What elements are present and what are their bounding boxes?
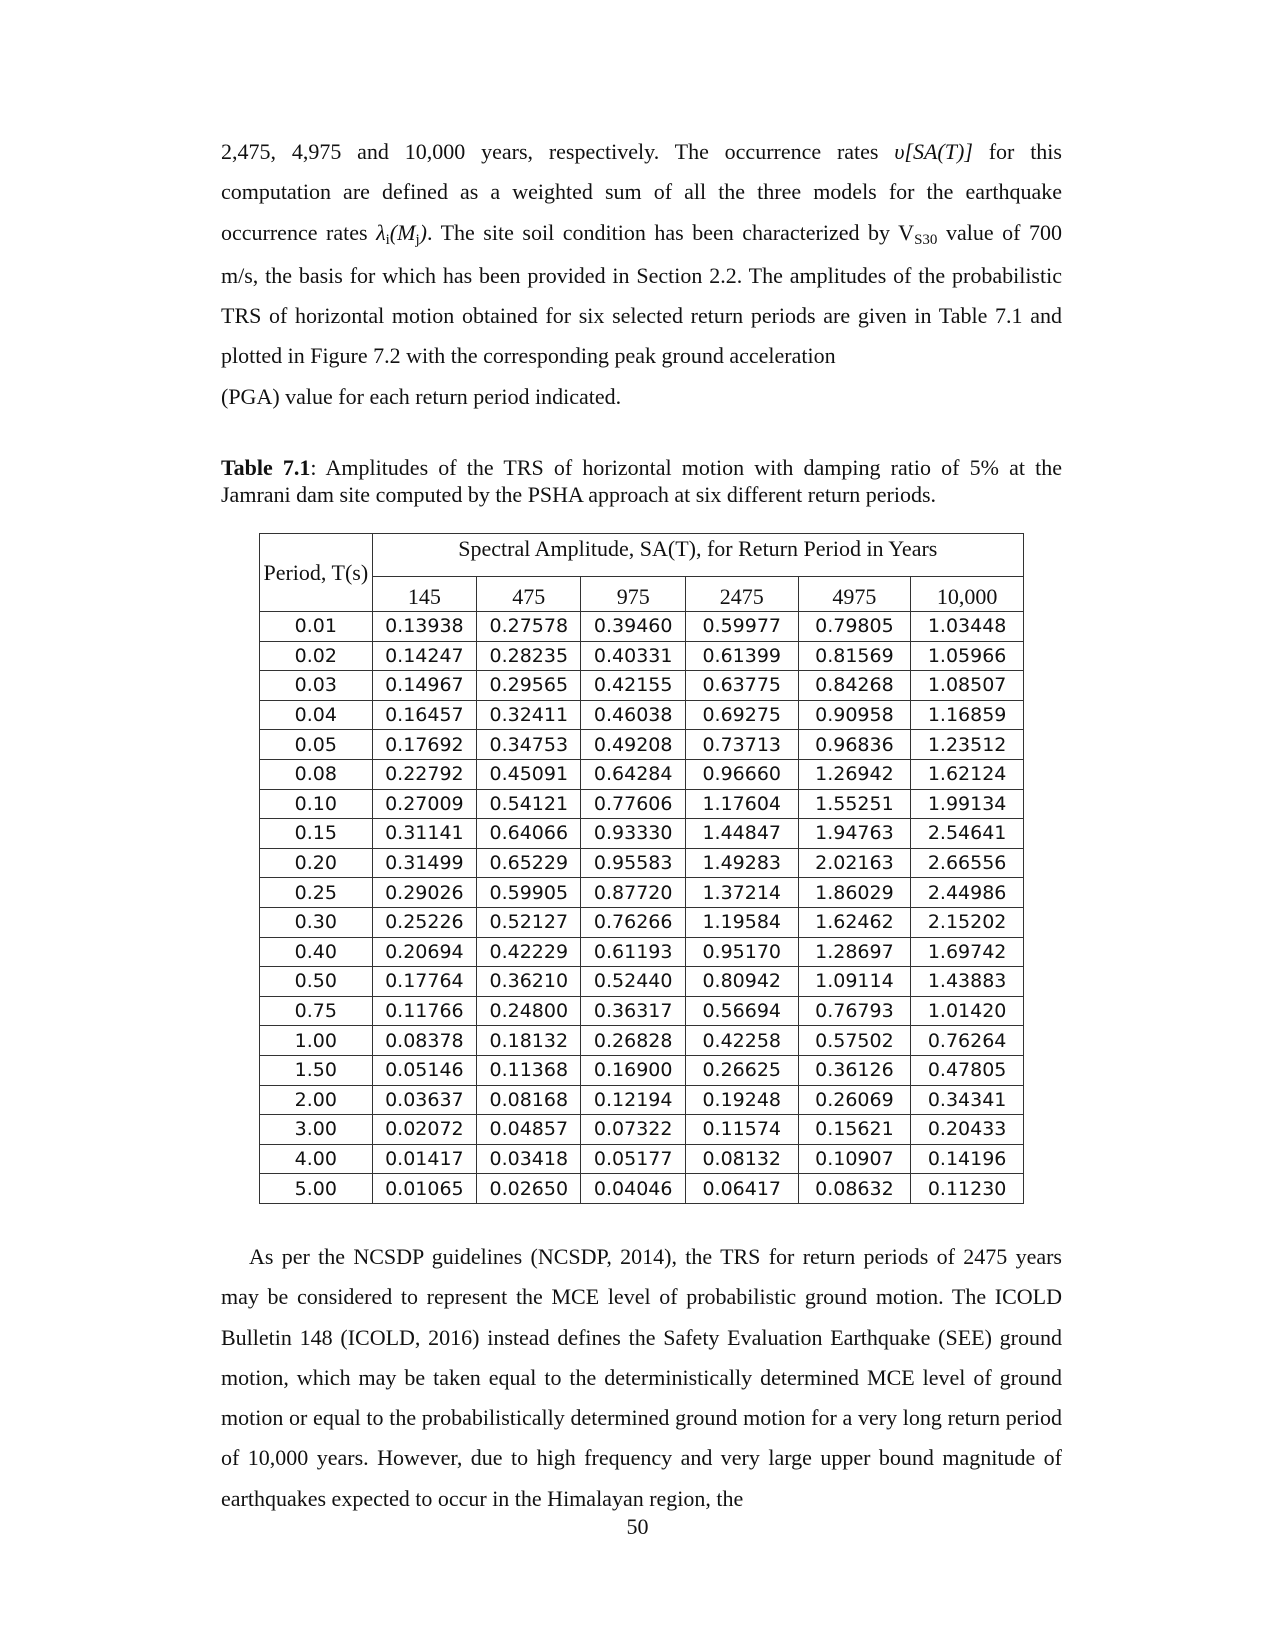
period-cell: 0.10 — [260, 789, 373, 819]
amplitude-cell: 1.94763 — [798, 819, 911, 849]
amplitude-cell: 0.19248 — [685, 1085, 798, 1115]
amplitude-cell: 0.03418 — [477, 1144, 581, 1174]
table-row — [260, 789, 1024, 819]
period-cell: 0.02 — [260, 641, 373, 671]
return-period-row — [260, 577, 1024, 612]
amplitude-cell: 0.76793 — [798, 996, 911, 1026]
amplitude-cell: 0.84268 — [798, 671, 911, 701]
amplitude-cell: 0.17764 — [372, 967, 476, 997]
amplitude-cell: 2.15202 — [911, 907, 1024, 937]
amplitude-cell: 0.36317 — [581, 996, 685, 1026]
amplitude-cell: 0.69275 — [685, 700, 798, 730]
amplitude-cell: 1.19584 — [685, 907, 798, 937]
amplitude-cell: 0.04857 — [477, 1115, 581, 1145]
period-header: Period, T(s) — [260, 534, 373, 612]
table-row — [260, 1085, 1024, 1115]
amplitude-cell: 1.55251 — [798, 789, 911, 819]
amplitude-cell: 0.18132 — [477, 1026, 581, 1056]
amplitude-cell: 1.99134 — [911, 789, 1024, 819]
amplitude-cell: 0.24800 — [477, 996, 581, 1026]
amplitude-cell: 0.13938 — [372, 612, 476, 642]
amplitude-cell: 0.11766 — [372, 996, 476, 1026]
table-row — [260, 996, 1024, 1026]
table-row — [260, 937, 1024, 967]
period-cell: 5.00 — [260, 1174, 373, 1204]
amplitude-cell: 1.28697 — [798, 937, 911, 967]
amplitude-cell: 0.39460 — [581, 612, 685, 642]
amplitude-cell: 0.73713 — [685, 730, 798, 760]
amplitude-cell: 1.49283 — [685, 848, 798, 878]
amplitude-cell: 1.08507 — [911, 671, 1024, 701]
amplitude-cell: 0.04046 — [581, 1174, 685, 1204]
occurrence-rate-symbol: υ[SA(T)] — [894, 139, 973, 164]
amplitude-cell: 0.96836 — [798, 730, 911, 760]
amplitude-cell: 0.02072 — [372, 1115, 476, 1145]
amplitude-cell: 0.16900 — [581, 1055, 685, 1085]
period-cell: 0.75 — [260, 996, 373, 1026]
amplitude-cell: 0.32411 — [477, 700, 581, 730]
amplitude-cell: 0.36126 — [798, 1055, 911, 1085]
amplitude-cell: 0.01065 — [372, 1174, 476, 1204]
amplitude-cell: 0.29026 — [372, 878, 476, 908]
amplitude-cell: 0.56694 — [685, 996, 798, 1026]
period-cell: 0.25 — [260, 878, 373, 908]
amplitude-cell: 0.14196 — [911, 1144, 1024, 1174]
amplitude-cell: 0.81569 — [798, 641, 911, 671]
lambda-symbol: λi(Mj) — [376, 219, 427, 248]
period-cell: 0.20 — [260, 848, 373, 878]
return-period-header: 475 — [477, 577, 581, 612]
amplitude-cell: 0.20694 — [372, 937, 476, 967]
spectral-amplitude-header: Spectral Amplitude, SA(T), for Return Period in Years — [372, 534, 1023, 577]
table-row — [260, 671, 1024, 701]
amplitude-cell: 0.27578 — [477, 612, 581, 642]
period-cell: 0.04 — [260, 700, 373, 730]
amplitude-cell: 0.63775 — [685, 671, 798, 701]
amplitude-cell: 1.62124 — [911, 759, 1024, 789]
amplitude-cell: 0.76264 — [911, 1026, 1024, 1056]
amplitude-cell: 0.54121 — [477, 789, 581, 819]
amplitude-cell: 1.17604 — [685, 789, 798, 819]
amplitude-cell: 0.45091 — [477, 759, 581, 789]
amplitude-cell: 0.12194 — [581, 1085, 685, 1115]
table-row — [260, 1144, 1024, 1174]
amplitude-cell: 0.34753 — [477, 730, 581, 760]
period-cell: 0.50 — [260, 967, 373, 997]
vs30-subscript: S30 — [914, 231, 938, 248]
trs-amplitude-table — [259, 533, 1024, 1204]
amplitude-cell: 0.11230 — [911, 1174, 1024, 1204]
amplitude-cell: 0.17692 — [372, 730, 476, 760]
table-label: Table 7.1 — [221, 455, 311, 480]
return-period-header: 975 — [581, 577, 685, 612]
amplitude-cell: 1.44847 — [685, 819, 798, 849]
amplitude-cell: 0.95583 — [581, 848, 685, 878]
amplitude-cell: 0.61399 — [685, 641, 798, 671]
amplitude-cell: 0.20433 — [911, 1115, 1024, 1145]
amplitude-cell: 2.66556 — [911, 848, 1024, 878]
amplitude-cell: 0.26828 — [581, 1026, 685, 1056]
period-cell: 4.00 — [260, 1144, 373, 1174]
period-cell: 1.50 — [260, 1055, 373, 1085]
page-number: 50 — [626, 1514, 649, 1539]
paragraph-continued: 2,475, 4,975 and 10,000 years, respectively. The occurrence rates υ[SA(T)] for this computation are defined as a weighted sum of all the three models for the earthquake occurrence rates λi(Mj). The site soil condition has been characterized by VS30 value of 700 m/s, the basis for which has been provided in Section 2.2. The amplitudes of the probabilistic TRS of horizontal motion obtained for six selected return periods are given in Table 7.1 and plotted in Figure 7.2 with the corresponding peak ground acceleration (PGA) value for each return period indicated. — [221, 139, 1062, 409]
table-row — [260, 1115, 1024, 1145]
amplitude-cell: 0.14967 — [372, 671, 476, 701]
amplitude-cell: 0.61193 — [581, 937, 685, 967]
amplitude-cell: 0.10907 — [798, 1144, 911, 1174]
amplitude-cell: 0.80942 — [685, 967, 798, 997]
amplitude-cell: 1.23512 — [911, 730, 1024, 760]
amplitude-cell: 1.37214 — [685, 878, 798, 908]
body-text-top — [221, 132, 1062, 417]
amplitude-cell: 0.40331 — [581, 641, 685, 671]
amplitude-cell: 0.08632 — [798, 1174, 911, 1204]
period-cell: 0.08 — [260, 759, 373, 789]
amplitude-cell: 0.79805 — [798, 612, 911, 642]
amplitude-cell: 1.62462 — [798, 907, 911, 937]
table-row — [260, 1055, 1024, 1085]
amplitude-cell: 0.42258 — [685, 1026, 798, 1056]
amplitude-cell: 0.15621 — [798, 1115, 911, 1145]
amplitude-cell: 1.69742 — [911, 937, 1024, 967]
amplitude-cell: 0.28235 — [477, 641, 581, 671]
table-row — [260, 819, 1024, 849]
amplitude-cell: 1.09114 — [798, 967, 911, 997]
amplitude-cell: 0.65229 — [477, 848, 581, 878]
amplitude-cell: 0.26625 — [685, 1055, 798, 1085]
return-period-header: 10,000 — [911, 577, 1024, 612]
table-row — [260, 612, 1024, 642]
table-row — [260, 730, 1024, 760]
amplitude-cell: 0.42155 — [581, 671, 685, 701]
amplitude-cell: 0.57502 — [798, 1026, 911, 1056]
amplitude-cell: 0.01417 — [372, 1144, 476, 1174]
table-row — [260, 967, 1024, 997]
amplitude-cell: 0.05177 — [581, 1144, 685, 1174]
amplitude-cell: 2.54641 — [911, 819, 1024, 849]
amplitude-cell: 0.29565 — [477, 671, 581, 701]
amplitude-cell: 0.27009 — [372, 789, 476, 819]
amplitude-cell: 0.87720 — [581, 878, 685, 908]
table-row — [260, 1174, 1024, 1204]
amplitude-cell: 0.96660 — [685, 759, 798, 789]
body-text-bottom — [221, 1237, 1062, 1519]
amplitude-cell: 0.31499 — [372, 848, 476, 878]
amplitude-cell: 0.76266 — [581, 907, 685, 937]
table-row — [260, 907, 1024, 937]
table-row — [260, 1026, 1024, 1056]
amplitude-cell: 0.52440 — [581, 967, 685, 997]
amplitude-cell: 0.90958 — [798, 700, 911, 730]
period-cell: 0.15 — [260, 819, 373, 849]
amplitude-cell: 0.52127 — [477, 907, 581, 937]
period-cell: 0.30 — [260, 907, 373, 937]
amplitude-cell: 0.22792 — [372, 759, 476, 789]
amplitude-cell: 0.11368 — [477, 1055, 581, 1085]
amplitude-cell: 0.08168 — [477, 1085, 581, 1115]
paragraph-ncsdp: As per the NCSDP guidelines (NCSDP, 2014), the TRS for return periods of 2475 years may be considered to represent the MCE level of probabilistic ground motion. The ICOLD Bulletin 148 (ICOLD, 2016) instead defines the Safety Evaluation Earthquake (SEE) ground motion, which may be taken equal to the deterministically determined MCE level of ground motion or equal to the probabilistically determined ground motion for a very long return period of 10,000 years. However, due to high frequency and very large upper bound magnitude of earthquakes expected to occur in the Himalayan region, the — [221, 1244, 1062, 1511]
amplitude-cell: 0.95170 — [685, 937, 798, 967]
amplitude-cell: 2.44986 — [911, 878, 1024, 908]
amplitude-cell: 0.16457 — [372, 700, 476, 730]
table-row — [260, 878, 1024, 908]
period-cell: 3.00 — [260, 1115, 373, 1145]
period-cell: 0.40 — [260, 937, 373, 967]
amplitude-cell: 0.05146 — [372, 1055, 476, 1085]
amplitude-cell: 2.02163 — [798, 848, 911, 878]
period-cell: 0.03 — [260, 671, 373, 701]
return-period-header: 4975 — [798, 577, 911, 612]
amplitude-cell: 0.47805 — [911, 1055, 1024, 1085]
period-cell: 2.00 — [260, 1085, 373, 1115]
table-row — [260, 700, 1024, 730]
amplitude-cell: 0.08132 — [685, 1144, 798, 1174]
amplitude-cell: 0.31141 — [372, 819, 476, 849]
table-body — [260, 612, 1024, 1204]
amplitude-cell: 0.02650 — [477, 1174, 581, 1204]
amplitude-cell: 0.64284 — [581, 759, 685, 789]
amplitude-cell: 1.01420 — [911, 996, 1024, 1026]
table-caption: Table 7.1: Amplitudes of the TRS of horizontal motion with damping ratio of 5% at the Jamrani dam site computed by the PSHA approach at six different return periods. — [221, 455, 1062, 507]
amplitude-cell: 0.49208 — [581, 730, 685, 760]
amplitude-cell: 0.77606 — [581, 789, 685, 819]
amplitude-cell: 0.34341 — [911, 1085, 1024, 1115]
amplitude-cell: 0.42229 — [477, 937, 581, 967]
amplitude-cell: 0.25226 — [372, 907, 476, 937]
amplitude-cell: 1.43883 — [911, 967, 1024, 997]
amplitude-cell: 1.03448 — [911, 612, 1024, 642]
amplitude-cell: 0.26069 — [798, 1085, 911, 1115]
table-header-row — [260, 534, 1024, 577]
amplitude-cell: 0.59977 — [685, 612, 798, 642]
amplitude-cell: 0.14247 — [372, 641, 476, 671]
table-row — [260, 641, 1024, 671]
amplitude-cell: 0.03637 — [372, 1085, 476, 1115]
return-period-header: 2475 — [685, 577, 798, 612]
amplitude-cell: 0.59905 — [477, 878, 581, 908]
amplitude-cell: 0.64066 — [477, 819, 581, 849]
table-row — [260, 848, 1024, 878]
amplitude-cell: 0.11574 — [685, 1115, 798, 1145]
amplitude-cell: 0.46038 — [581, 700, 685, 730]
amplitude-cell: 0.07322 — [581, 1115, 685, 1145]
amplitude-cell: 0.93330 — [581, 819, 685, 849]
amplitude-cell: 1.86029 — [798, 878, 911, 908]
return-period-header: 145 — [372, 577, 476, 612]
amplitude-cell: 0.08378 — [372, 1026, 476, 1056]
amplitude-cell: 1.05966 — [911, 641, 1024, 671]
amplitude-cell: 0.06417 — [685, 1174, 798, 1204]
amplitude-cell: 1.26942 — [798, 759, 911, 789]
amplitude-cell: 0.36210 — [477, 967, 581, 997]
period-cell: 0.01 — [260, 612, 373, 642]
table-row — [260, 759, 1024, 789]
period-cell: 1.00 — [260, 1026, 373, 1056]
amplitude-cell: 1.16859 — [911, 700, 1024, 730]
period-cell: 0.05 — [260, 730, 373, 760]
